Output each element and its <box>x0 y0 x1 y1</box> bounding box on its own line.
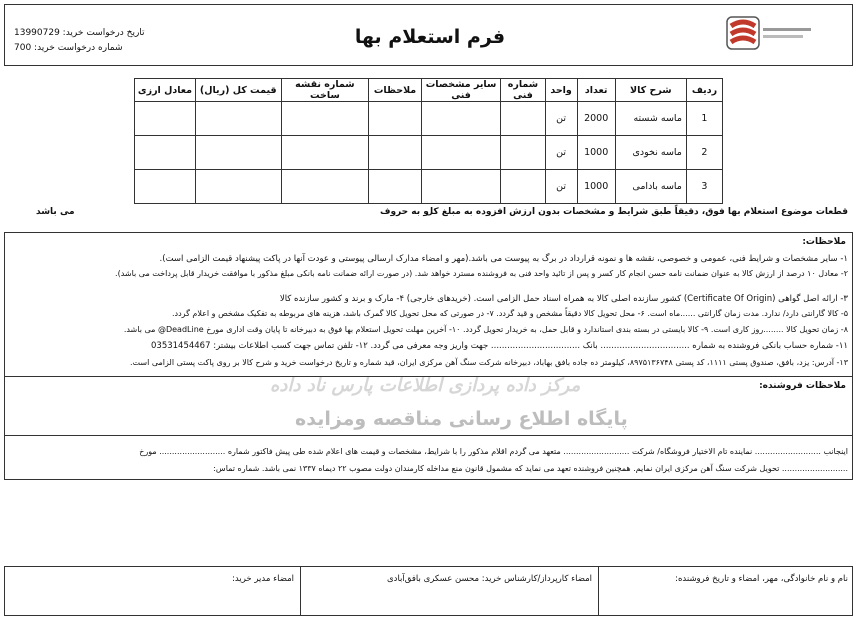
declaration-box <box>4 435 853 480</box>
cell-drawing-no <box>281 170 369 204</box>
col-qty: تعداد <box>577 79 615 102</box>
cell-remarks <box>369 102 422 136</box>
cell-row: 3 <box>686 170 722 204</box>
col-tech-no: شماره فنی <box>501 79 545 102</box>
note-line: ۵- کالا گارانتی دارد/ ندارد. مدت زمان گارانتی ......ماه است. ۶- محل تحویل کالا دقیقاً مشخص و قید گردد. ۷- در صورتی که محل تحویل کالا گمرک باشد، هزینه های مربوطه به تفکیک مشخص و اعلام گردد. <box>171 309 848 318</box>
watermark-line2: مرکز داده پردازی اطلاعات پارس ناد داده <box>270 375 581 396</box>
col-unit: واحد <box>545 79 577 102</box>
cell-tech-no <box>501 170 545 204</box>
seller-remarks-heading: ملاحظات فروشنده: <box>759 381 846 391</box>
cell-total-price[interactable] <box>195 136 281 170</box>
table-row <box>135 136 723 170</box>
summary-text: قطعات موضوع استعلام بها فوق، دقیقاً طبق شرایط و مشخصات بدون ارزش افزوده به مبلغ کل <box>425 207 848 217</box>
notes-heading: ملاحظات: <box>802 237 846 247</box>
note-line: ۱- سایر مشخصات و شرایط فنی، عمومی و خصوصی، نقشه ها و نمونه قرارداد در برگ به پیوست می باشد.(مهر و امضاء مدارک ارسالی پیوستی و عودت آنها در پاکت پیشنهاد قیمت الزامی است). <box>159 254 848 264</box>
cell-drawing-no <box>281 136 369 170</box>
seller-signature-label: نام و نام خانوادگی، مهر، امضاء و تاریخ فروشنده: <box>675 574 848 584</box>
cell-qty: 1000 <box>577 170 615 204</box>
col-desc: شرح کالا <box>615 79 686 102</box>
cell-row: 1 <box>686 102 722 136</box>
cell-drawing-no <box>281 102 369 136</box>
cell-remarks <box>369 170 422 204</box>
cell-row: 2 <box>686 136 722 170</box>
note-line: ۱۳- آدرس: یزد، بافق، صندوق پستی ۱۱۱۱، کد پستی ۸۹۷۵۱۳۶۷۴۸، کیلومتر ده جاده بافق بهاباد، دبیرخانه شرکت سنگ آهن مرکزی ایران، قید شماره و تاریخ درخواست خرید و شرح کالا بر روی پاکت پستی الزامی است. <box>129 358 848 367</box>
col-fx-equiv: معادل ارزی <box>135 79 196 102</box>
cell-desc: ماسه بادامی <box>615 170 686 204</box>
cell-other-specs <box>421 170 500 204</box>
logo-icon <box>725 14 815 52</box>
table-header-row <box>135 79 723 102</box>
col-other-specs: سایر مشخصات فنی <box>421 79 500 102</box>
cell-other-specs <box>421 102 500 136</box>
summary-is: می باشد <box>36 207 75 217</box>
cell-tech-no <box>501 102 545 136</box>
cell-fx-equiv[interactable] <box>135 170 196 204</box>
request-date: تاریخ درخواست خرید: 13990729 <box>14 28 145 38</box>
note-line: ۸- زمان تحویل کالا ........روز کاری است. ۹- کالا بایستی در بسته بندی استاندارد و قابل حمل، به خریدار تحویل گردد. ۱۰- آخرین مهلت تحویل استعلام بها فوق به دبیرخانه تا پایان وقت اداری مورخ DeadLine@ می باشد. <box>123 325 848 334</box>
cell-desc: ماسه نخودی <box>615 136 686 170</box>
seller-remarks-box[interactable] <box>4 376 853 436</box>
cell-total-price[interactable] <box>195 102 281 136</box>
cell-desc: ماسه شسته <box>615 102 686 136</box>
col-drawing-no: شماره نقشه ساخت <box>281 79 369 102</box>
declaration-line: اینجانب .......................... نماینده تام الاختیار فروشگاه/ شرکت .......................... متعهد می گردم اقلام مذکور را با شرایط، مشخصات و قیمت های اعلام شده طی پیش فاکتور شماره .......................... مورخ <box>139 447 848 456</box>
col-row: ردیف <box>686 79 722 102</box>
watermark-line1: پایگاه اطلاع رسانی مناقصه ومزایده <box>295 408 628 430</box>
cell-tech-no <box>501 136 545 170</box>
declaration-line: .......................... تحویل شرکت سنگ آهن مرکزی ایران نمایم. همچنین فروشنده تعهد می نماید که مشمول قانون منع مداخله کارمندان دولت مصوب ۲۲ دیماه ۱۳۳۷ نمی باشد. شماره تماس: <box>213 464 848 473</box>
items-table <box>134 78 723 204</box>
cell-remarks <box>369 136 422 170</box>
cell-fx-equiv[interactable] <box>135 102 196 136</box>
cell-fx-equiv[interactable] <box>135 136 196 170</box>
request-number: شماره درخواست خرید: 700 <box>14 43 123 53</box>
manager-signature-label: امضاء مدیر خرید: <box>232 574 294 584</box>
table-row <box>135 102 723 136</box>
note-line: ۲- معادل ۱۰ درصد از ارزش کالا به عنوان ضمانت نامه حسن انجام کار کسر و پس از تائید واحد فنی به فروشنده مسترد خواهد شد. (در صورت ارائه ضمانت نامه بانکی مبلغ مذکور با موافقت خریدار قابل پرداخت می باشد). <box>115 269 848 278</box>
cell-unit: تن <box>545 136 577 170</box>
summary-in-words: و به حروف <box>380 207 429 217</box>
cell-qty: 2000 <box>577 102 615 136</box>
col-total-price: قیمت کل (ریال) <box>195 79 281 102</box>
cell-unit: تن <box>545 170 577 204</box>
table-row <box>135 170 723 204</box>
cell-other-specs <box>421 136 500 170</box>
cell-qty: 1000 <box>577 136 615 170</box>
col-remarks: ملاحظات <box>369 79 422 102</box>
cell-unit: تن <box>545 102 577 136</box>
note-line: ۳- ارائه اصل گواهی (Certificate Of Origin) کشور سازنده اصلی کالا به همراه اسناد حمل الزامی است. (خریدهای خارجی) ۴- مارک و برند و کشور سازنده کالا <box>279 294 848 304</box>
note-line: ۱۱- شماره حساب بانکی فروشنده به شماره ................................. بانک ................................. جهت واریز وجه معرفی می گردد. ۱۲- تلفن تماس جهت کسب اطلاعات بیشتر: 03531454467 <box>151 341 848 351</box>
cell-total-price[interactable] <box>195 170 281 204</box>
page-title: فرم استعلام بها <box>354 26 506 48</box>
expert-signature-label: امضاء کارپرداز/کارشناس خرید: محسن عسکری بافق‌آبادی <box>387 574 592 584</box>
company-logo <box>725 14 815 52</box>
